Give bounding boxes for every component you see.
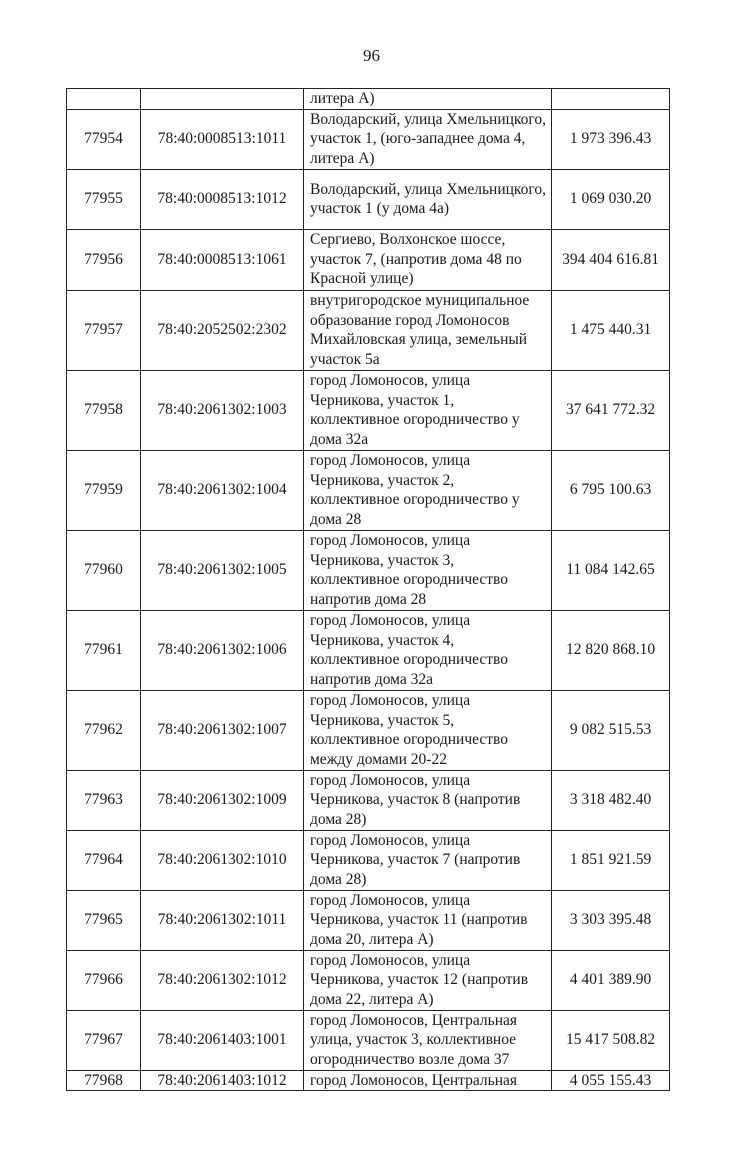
cadastral-value: 4 401 389.90 (552, 950, 670, 1010)
address: город Ломоносов, улица Черникова, участок 1, коллективное огородничество у дома 32а (304, 370, 552, 450)
table-row (67, 690, 670, 770)
cadastral-value: 394 404 616.81 (552, 229, 670, 290)
table-row (67, 450, 670, 530)
cadastral-value: 3 303 395.48 (552, 890, 670, 950)
cadastral-value: 1 973 396.43 (552, 109, 670, 169)
cadastral-value: 9 082 515.53 (552, 690, 670, 770)
address: город Ломоносов, улица Черникова, участок 3, коллективное огородничество напротив дома 28 (304, 530, 552, 610)
cadastral-value: 15 417 508.82 (552, 1010, 670, 1070)
row-number: 77966 (67, 950, 141, 1010)
row-number: 77967 (67, 1010, 141, 1070)
cadastral-number: 78:40:0008513:1012 (141, 169, 304, 229)
cadastral-number: 78:40:2061302:1009 (141, 770, 304, 830)
cadastral-number: 78:40:2061302:1003 (141, 370, 304, 450)
row-number: 77968 (67, 1070, 141, 1091)
cadastral-number: 78:40:2061302:1006 (141, 610, 304, 690)
table-row (67, 610, 670, 690)
cadastral-value: 1 069 030.20 (552, 169, 670, 229)
row-number: 77963 (67, 770, 141, 830)
address: город Ломоносов, улица Черникова, участок 5, коллективное огородничество между домами 20-22 (304, 690, 552, 770)
registry-table (66, 88, 670, 1091)
page-number: 96 (363, 46, 380, 65)
address: город Ломоносов, Центральная (304, 1070, 552, 1091)
cadastral-number: 78:40:2061403:1012 (141, 1070, 304, 1091)
row-number: 77957 (67, 290, 141, 370)
address: город Ломоносов, улица Черникова, участок 8 (напротив дома 28) (304, 770, 552, 830)
cadastral-number: 78:40:0008513:1061 (141, 229, 304, 290)
row-number: 77955 (67, 169, 141, 229)
address: город Ломоносов, улица Черникова, участок 11 (напротив дома 20, литера А) (304, 890, 552, 950)
cadastral-number: 78:40:2061302:1011 (141, 890, 304, 950)
cadastral-value: 6 795 100.63 (552, 450, 670, 530)
table-row (67, 950, 670, 1010)
table-row (67, 229, 670, 290)
address: город Ломоносов, улица Черникова, участок 7 (напротив дома 28) (304, 830, 552, 890)
row-number (67, 89, 141, 110)
table-row (67, 370, 670, 450)
table-row (67, 109, 670, 169)
cadastral-number: 78:40:2061302:1010 (141, 830, 304, 890)
address: Володарский, улица Хмельницкого, участок 1 (у дома 4а) (304, 169, 552, 229)
row-number: 77964 (67, 830, 141, 890)
address: город Ломоносов, улица Черникова, участок 2, коллективное огородничество у дома 28 (304, 450, 552, 530)
address: Володарский, улица Хмельницкого, участок 1, (юго-западнее дома 4, литера А) (304, 109, 552, 169)
row-number: 77962 (67, 690, 141, 770)
cadastral-value: 4 055 155.43 (552, 1070, 670, 1091)
cadastral-value: 37 641 772.32 (552, 370, 670, 450)
row-number: 77959 (67, 450, 141, 530)
cadastral-number: 78:40:0008513:1011 (141, 109, 304, 169)
table-row (67, 530, 670, 610)
row-number: 77960 (67, 530, 141, 610)
address: город Ломоносов, Центральная улица, участок 3, коллективное огородничество возле дома 37 (304, 1010, 552, 1070)
address: город Ломоносов, улица Черникова, участок 12 (напротив дома 22, литера А) (304, 950, 552, 1010)
address: Сергиево, Волхонское шоссе, участок 7, (напротив дома 48 по Красной улице) (304, 229, 552, 290)
address: литера А) (304, 89, 552, 110)
cadastral-value (552, 89, 670, 110)
table-row (67, 169, 670, 229)
row-number: 77956 (67, 229, 141, 290)
row-number: 77961 (67, 610, 141, 690)
cadastral-number (141, 89, 304, 110)
row-number: 77958 (67, 370, 141, 450)
table-row (67, 1070, 670, 1091)
table-row (67, 89, 670, 110)
table-row (67, 830, 670, 890)
cadastral-value: 12 820 868.10 (552, 610, 670, 690)
table-row (67, 770, 670, 830)
cadastral-number: 78:40:2061302:1007 (141, 690, 304, 770)
cadastral-value: 11 084 142.65 (552, 530, 670, 610)
cadastral-number: 78:40:2061302:1004 (141, 450, 304, 530)
row-number: 77965 (67, 890, 141, 950)
cadastral-number: 78:40:2061302:1012 (141, 950, 304, 1010)
cadastral-number: 78:40:2052502:2302 (141, 290, 304, 370)
table-row (67, 890, 670, 950)
address: внутригородское муниципальное образование город Ломоносов Михайловская улица, земельный участок 5а (304, 290, 552, 370)
table-row (67, 290, 670, 370)
cadastral-number: 78:40:2061403:1001 (141, 1010, 304, 1070)
cadastral-value: 1 475 440.31 (552, 290, 670, 370)
table-row (67, 1010, 670, 1070)
address: город Ломоносов, улица Черникова, участок 4, коллективное огородничество напротив дома 32а (304, 610, 552, 690)
cadastral-value: 3 318 482.40 (552, 770, 670, 830)
cadastral-number: 78:40:2061302:1005 (141, 530, 304, 610)
row-number: 77954 (67, 109, 141, 169)
cadastral-value: 1 851 921.59 (552, 830, 670, 890)
